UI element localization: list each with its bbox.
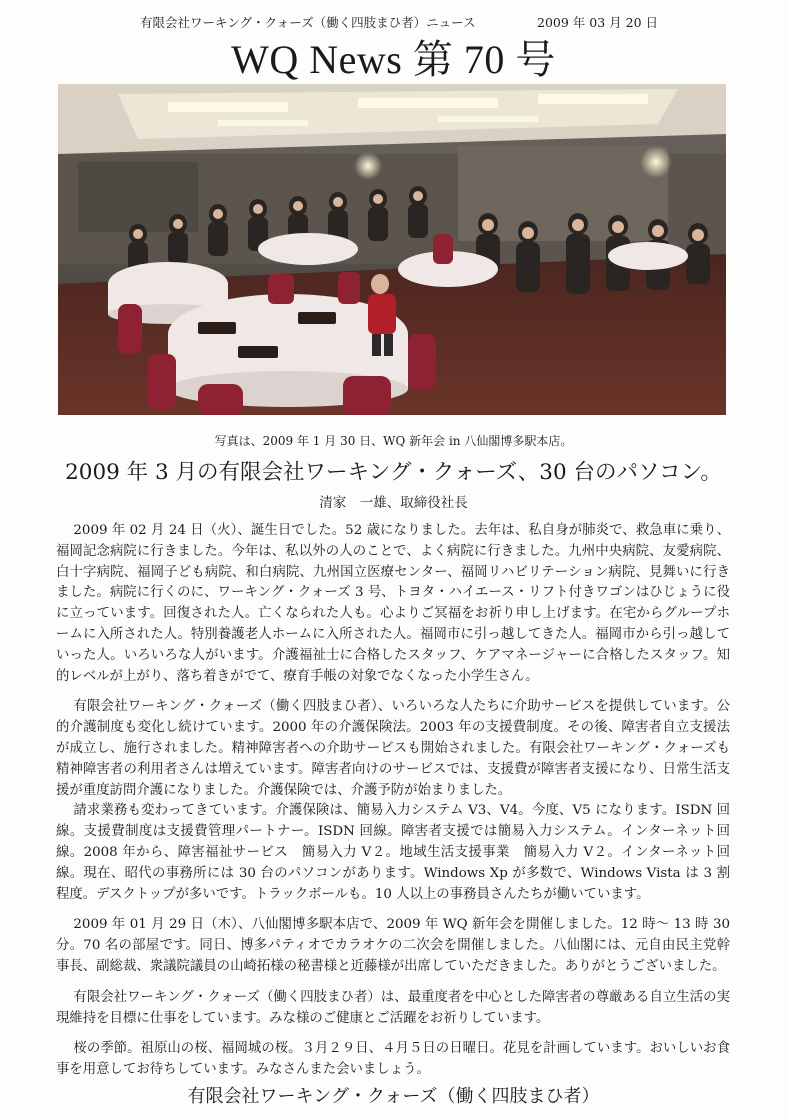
article-byline: 清家 一雄、取締役社長 — [319, 495, 468, 511]
paragraph: 2009 年 02 月 24 日（火）、誕生日でした。52 歳になりました。去年は、私自身が肺炎で、救急車に乗り、福岡記念病院に行きました。今年は、私以外の人のことで、よく病院に行きました。九州中央病院、友愛病院、白十字病院、福岡子ども病院、和白病院、九州国立医療センター、福岡リハビリテーション病院、見舞いに行きました。病院に行くのに、ワーキング・クォーズ 3 号、トヨタ・ハイエース・リフト付きワゴンはひじょうに役に立っています。回復された人。亡くなられた人も。心よりご冥福をお祈り申し上げます。在宅からグループホームに入所された人。特別養護老人ホームに入所された人。福岡市に引っ越してきた人。福岡市から引っ越していった人。いろいろな人がいます。介護福祉士に合格したスタッフ、ケアマネージャーに合格したスタッフ。知的レベルが上がり、落ち着きがでて、療育手帳の対象でなくなった小学生さん。 — [56, 523, 730, 684]
article-headline: 2009 年 3 月の有限会社ワーキング・クォーズ、30 台のパソコン。 — [65, 460, 722, 485]
paragraph: 有限会社ワーキング・クォーズ（働く四肢まひ者）、いろいろな人たちに介助サービスを提供しています。公的介護制度も変化し続けています。2000 年の介護保険法。2003 年の支援費制度。その後、障害者自立支援法が成立し、施行されました。精神障害者への介助サービスも開始されました。有限会社ワーキング・クォーズも精神障害者の利用者さんは増えています。障害者向けのサービスでは、支援費が障害者支援になり、日常生活支援が重度訪問介護になりました。介護保険では、介護予防が始まりました。 — [56, 699, 730, 798]
photo-caption: 写真は、2009 年 1 月 30 日、WQ 新年会 in 八仙閣博多駅本店。 — [214, 434, 573, 448]
paragraph: 有限会社ワーキング・クォーズ（働く四肢まひ者）は、最重度者を中心とした障害者の尊厳ある自立生活の実現維持を目標に仕事をしています。みな様のご健康とご活躍をお祈りしています。 — [56, 989, 730, 1026]
page-title: WQ News 第 70 号 — [231, 37, 556, 82]
paragraph: 桜の季節。祖原山の桜、福岡城の桜。３月２９日、４月５日の日曜日。花見を計画しています。おいしいお食事を用意してお待ちしています。みなさんまた会いましょう。 — [56, 1041, 730, 1078]
event-photo — [58, 84, 726, 415]
paragraph: 請求業務も変わってきています。介護保険は、簡易入力システム V3、V4。今度、V5 になります。ISDN 回線。支援費制度は支援費管理パートナー。ISDN 回線。障害者支援では簡易入力システム。インターネット回線。2008 年から、障害福祉サービス 簡易入力 V２。地域生活支援事業 簡易入力 V２。インターネット回線。現在、昭代の事務所には 30 台のパソコンがあります。Windows Xp が多数で、Windows Vista は 3 割程度。デスクトップが多いです。トラックボールも。10 人以上の事務員さんたちが働いています。 — [56, 803, 730, 902]
org-news-label: 有限会社ワーキング・クォーズ（働く四肢まひ者）ニュース — [140, 15, 476, 30]
issue-date: 2009 年 03 月 20 日 — [537, 15, 658, 30]
footer-org: 有限会社ワーキング・クォーズ（働く四肢まひ者） — [187, 1086, 600, 1107]
paragraph: 2009 年 01 月 29 日（木）、八仙閣博多駅本店で、2009 年 WQ 新年会を開催しました。12 時～ 13 時 30 分。70 名の部屋です。同日、博多パティオでカラオケの二次会を開催しました。八仙閣には、元自由民主党幹事長、副総裁、衆議院議員の山崎拓様の秘書様と近藤様が出席していただきました。ありがとうございました。 — [56, 917, 730, 974]
article-body — [56, 521, 730, 1091]
